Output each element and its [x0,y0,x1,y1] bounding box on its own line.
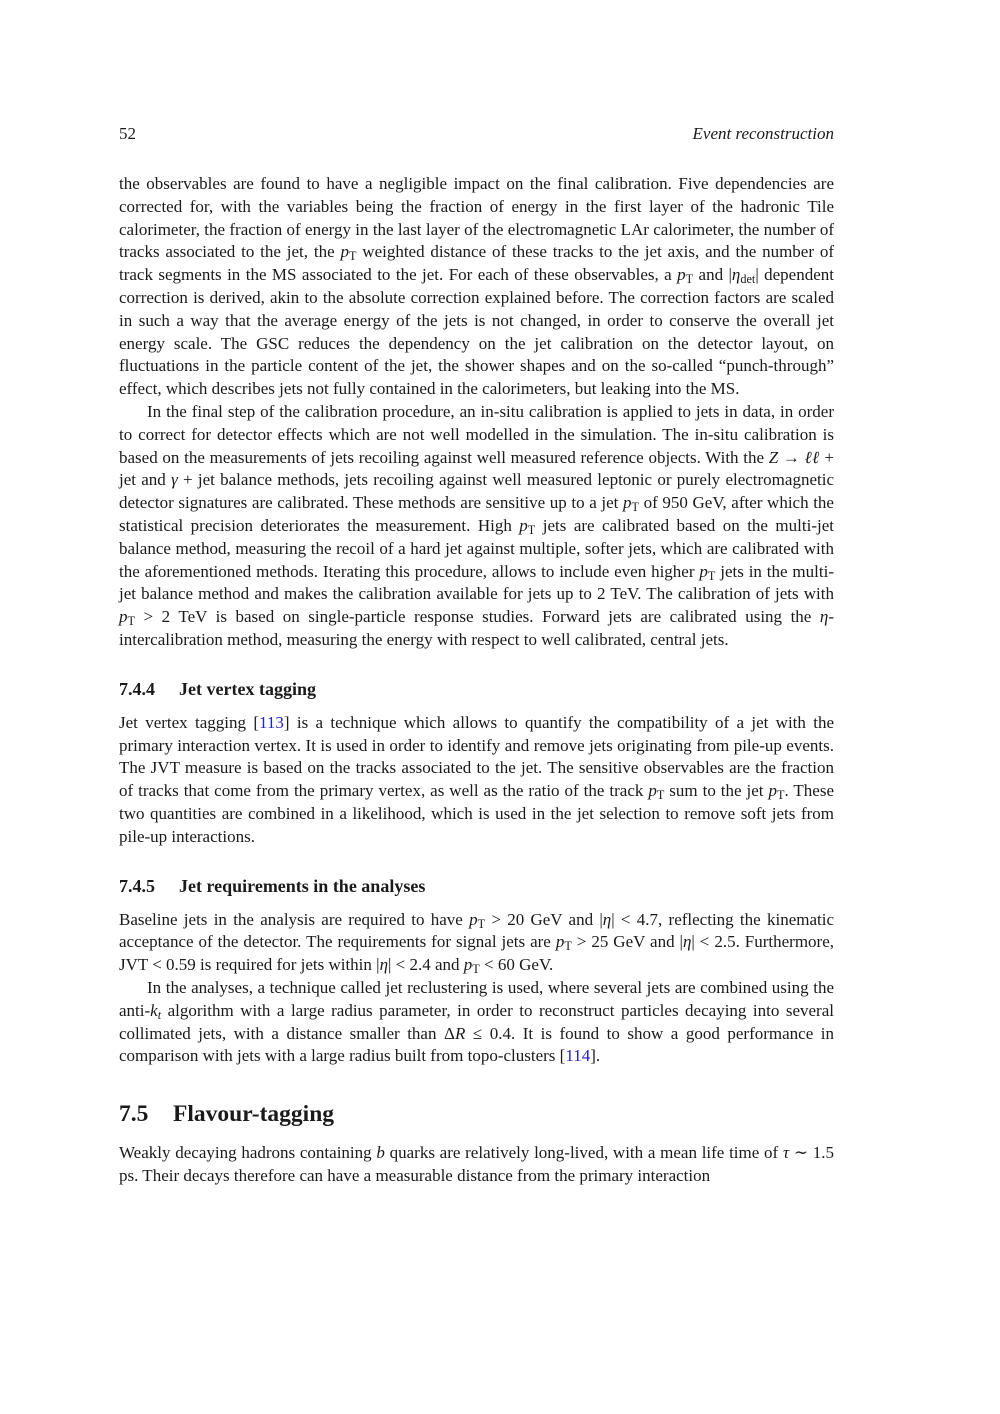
paragraph: the observables are found to have a negligible impact on the final calibration. Five dependencies are corrected for, with the variables being the fraction of energy in the first layer of the hadronic Tile calorimeter, the fraction of energy in the last layer of the electromagnetic LAr calorimeter, the number of tracks associated to the jet, the $p_T$ weighted distance of these tracks to the jet axis, and the number of track segments in the MS associated to the jet. For each of these observables, a $p_T$ and $|\eta_{det}|$ dependent correction is derived, akin to the absolute correction explained before. The correction factors are scaled in such a way that the average energy of the jets is not changed, in order to conserve the overall jet energy scale. The GSC reduces the dependency on the jet calibration on the detector layout, on fluctuations in the particle content of the jet, the shower shapes and on the so-called “punch-through” effect, which describes jets not fully contained in the calorimeters, but leaking into the MS. [119,174,835,399]
paragraph: Weakly decaying hadrons containing b quarks are relatively long-lived, with a mean life time of τ ∼ 1.5 ps. Their decays therefore can have a measurable distance from the primary interaction [119,1143,834,1185]
paragraph: In the analyses, a technique called jet reclustering is used, where several jets are combined using the anti-$k_t$ algorithm with a large radius parameter, in order to reconstruct particles decaying into several collimated jets, with a distance smaller than ΔR ≤ 0.4. It is found to show a good performance in comparison with jets with a large radius built from topo-clusters [114]. [119,977,834,1066]
citation-link[interactable]: 113 [259,712,284,732]
section-title: Jet vertex tagging [179,678,316,699]
section-number: 7.4.4 [119,678,155,699]
running-title: Event reconstruction [692,124,834,143]
section-heading-7-4-4 [119,677,834,701]
section-heading-7-4-5 [119,874,834,898]
paragraph: In the final step of the calibration procedure, an in-situ calibration is applied to jets in data, in order to correct for detector effects which are not well modelled in the simulation. The in-situ calibration is based on the measurements of jets recoiling against well measured reference objects. With the Z → ℓℓ + jet and γ + jet balance methods, jets recoiling against well measured leptonic or purely electromagnetic detector signatures are calibrated. These methods are sensitive up to a jet $p_T$ of 950 GeV, after which the statistical precision deteriorates the measurement. High $p_T$ jets are calibrated based on the multi-jet balance method, measuring the recoil of a hard jet against multiple, softer jets, which are calibrated with the aforementioned methods. Iterating this procedure, allows to include even higher $p_T$ jets in the multi-jet balance method and makes the calibration available for jets up to 2 TeV. The calibration of jets with $p_T > 2$ TeV is based on single-particle response studies. Forward jets are calibrated using the η-intercalibration method, measuring the energy with respect to well calibrated, central jets. [119,401,834,649]
page-number: 52 [119,124,136,143]
section-number: 7.5 [119,1101,149,1128]
section-title: Jet requirements in the analyses [179,875,426,896]
citation-link[interactable]: 114 [565,1046,591,1066]
section-title: Flavour-tagging [173,1101,335,1128]
section-number: 7.4.5 [119,875,155,896]
page-body [119,173,834,1188]
page-header [119,122,834,146]
section-heading-7-5 [119,1099,834,1129]
paragraph: Jet vertex tagging [113] is a technique which allows to quantify the compatibility of a jet with the primary interaction vertex. It is used in order to identify and remove jets originating from pile-up events. The JVT measure is based on the tracks associated to the jet. The sensitive observables are the fraction of tracks that come from the primary vertex, as well as the ratio of the track $p_T$ sum to the jet $p_T$. These two quantities are combined in a likelihood, which is used in the jet selection to remove soft jets from pile-up interactions. [119,712,835,846]
paragraph: Baseline jets in the analysis are required to have $p_T > 20$ GeV and |η| < 4.7, reflecting the kinematic acceptance of the detector. The requirements for signal jets are $p_T > 25$ GeV and |η| < 2.5. Furthermore, JVT < 0.59 is required for jets within |η| < 2.4 and $p_T < 60$ GeV. [119,909,835,977]
